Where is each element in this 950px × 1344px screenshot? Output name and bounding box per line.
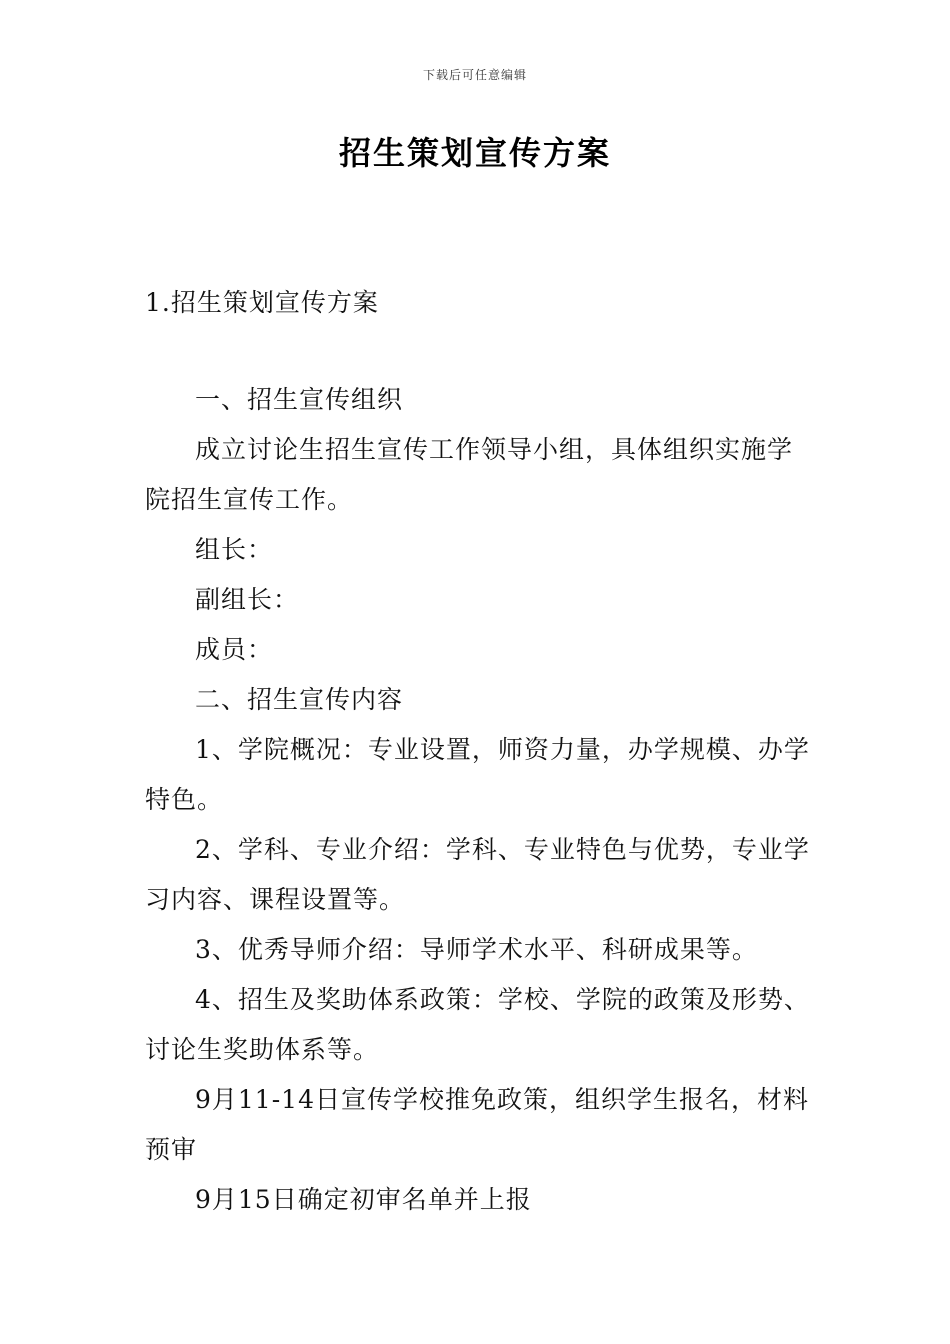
paragraph-schedule-sep-11-14: 9月11-14日宣传学校推免政策，组织学生报名，材料预审 <box>145 1085 809 1164</box>
paragraph-leadership-group: 成立讨论生招生宣传工作领导小组，具体组织实施学院招生宣传工作。 <box>145 435 794 514</box>
paragraph-policy: 4、招生及奖助体系政策：学校、学院的政策及形势、讨论生奖助体系等。 <box>145 985 810 1064</box>
paragraph-mentor-intro: 3、优秀导师介绍：导师学术水平、科研成果等。 <box>195 935 758 964</box>
paragraph-group-leader: 组长： <box>195 535 274 564</box>
paragraph-schedule-sep-15: 9月15日确定初审名单并上报 <box>195 1185 532 1214</box>
document-title: 招生策划宣传方案 <box>338 134 611 172</box>
header-note: 下载后可任意编辑 <box>422 68 527 82</box>
paragraph-college-overview: 1、学院概况：专业设置，师资力量，办学规模、办学特色。 <box>145 735 810 814</box>
heading-recruitment-content: 二、招生宣传内容 <box>195 685 404 714</box>
section-heading: 1.招生策划宣传方案 <box>145 288 379 317</box>
paragraph-deputy-leader: 副组长： <box>195 585 300 614</box>
document-body <box>145 375 810 1225</box>
heading-recruitment-organization: 一、招生宣传组织 <box>195 385 404 414</box>
paragraph-members: 成员： <box>195 635 274 664</box>
paragraph-discipline-intro: 2、学科、专业介绍：学科、专业特色与优势，专业学习内容、课程设置等。 <box>145 835 810 914</box>
